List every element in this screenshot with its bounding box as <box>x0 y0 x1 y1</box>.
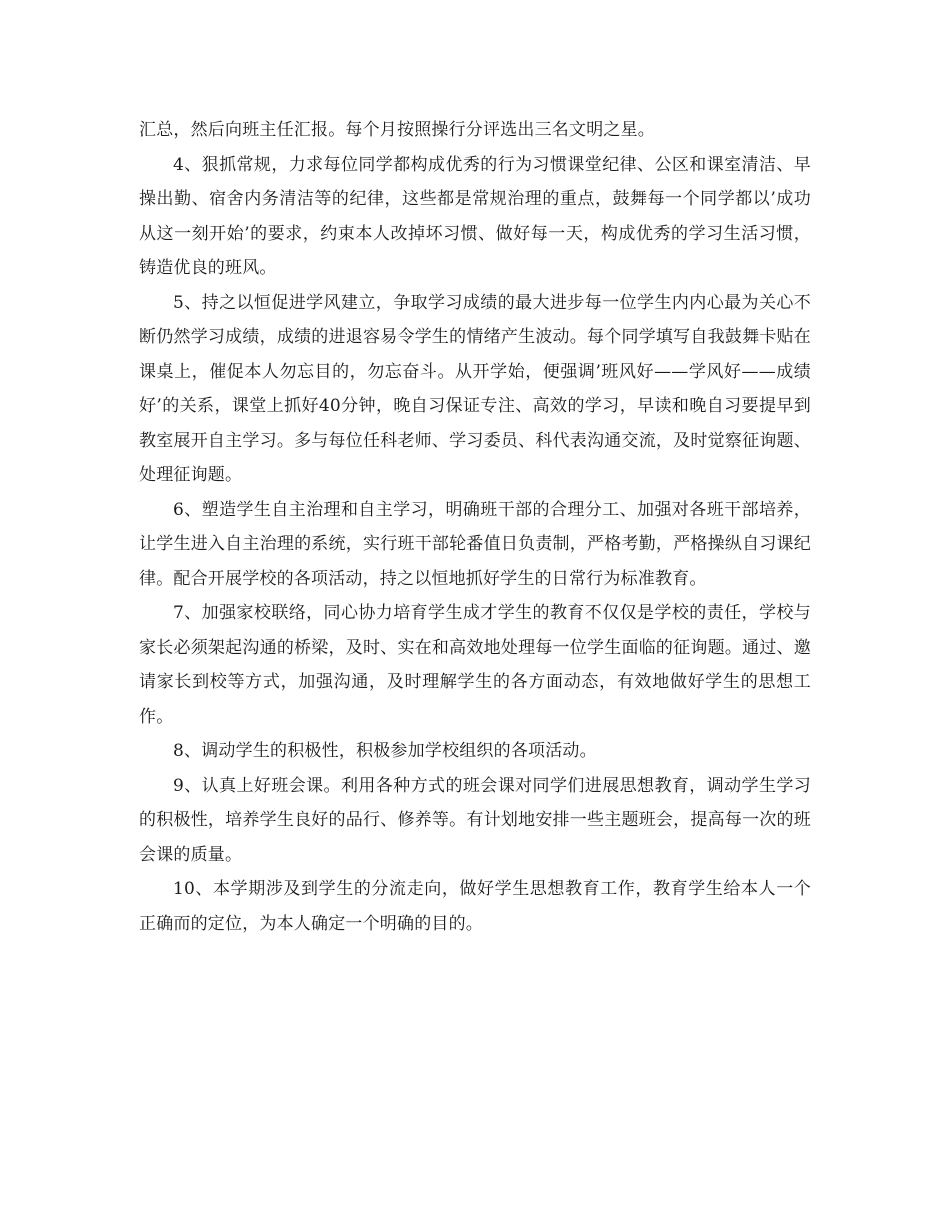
paragraph-item-5: 5、持之以恒促进学风建立，争取学习成绩的最大进步每一位学生内内心最为关心不断仍然学习成绩，成绩的进退容易令学生的情绪产生波动。每个同学填写自我鼓舞卡贴在课桌上，催促本人勿忘目的，勿忘奋斗。从开学始，便强调’班风好——学风好——成绩好’的关系，课堂上抓好40分钟，晚自习保证专注、高效的学习，早读和晚自习要提早到教室展开自主学习。多与每位任科老师、学习委员、科代表沟通交流，及时觉察征询题、处理征询题。 <box>139 292 811 485</box>
paragraph-item-9: 9、认真上好班会课。利用各种方式的班会课对同学们进展思想教育，调动学生学习的积极性，培养学生良好的品行、修养等。有计划地安排一些主题班会，提高每一次的班会课的质量。 <box>139 775 811 865</box>
paragraph-item-7: 7、加强家校联络，同心协力培育学生成才学生的教育不仅仅是学校的责任，学校与家长必须架起沟通的桥梁，及时、实在和高效地处理每一位学生面临的征询题。通过、邀请家长到校等方式，加强沟通，及时理解学生的各方面动态，有效地做好学生的思想工作。 <box>139 603 811 727</box>
document-body <box>139 113 811 941</box>
paragraph-item-6: 6、塑造学生自主治理和自主学习，明确班干部的合理分工、加强对各班干部培养，让学生进入自主治理的系统，实行班干部轮番值日负责制，严格考勤，严格操纵自习课纪律。配合开展学校的各项活动，持之以恒地抓好学生的日常行为标准教育。 <box>139 499 811 589</box>
paragraph-item-4: 4、狠抓常规，力求每位同学都构成优秀的行为习惯课堂纪律、公区和课室清洁、早操出勤、宿舍内务清洁等的纪律，这些都是常规治理的重点，鼓舞每一个同学都以’成功从这一刻开始’的要求，约束本人改掉坏习惯、做好每一天，构成优秀的学习生活习惯，铸造优良的班风。 <box>139 154 811 278</box>
paragraph-item-8: 8、调动学生的积极性，积极参加学校组织的各项活动。 <box>173 741 597 761</box>
paragraph-continuation: 汇总，然后向班主任汇报。每个月按照操行分评选出三名文明之星。 <box>139 120 655 140</box>
paragraph-item-10: 10、本学期涉及到学生的分流走向，做好学生思想教育工作，教育学生给本人一个正确而的定位，为本人确定一个明确的目的。 <box>139 879 811 934</box>
